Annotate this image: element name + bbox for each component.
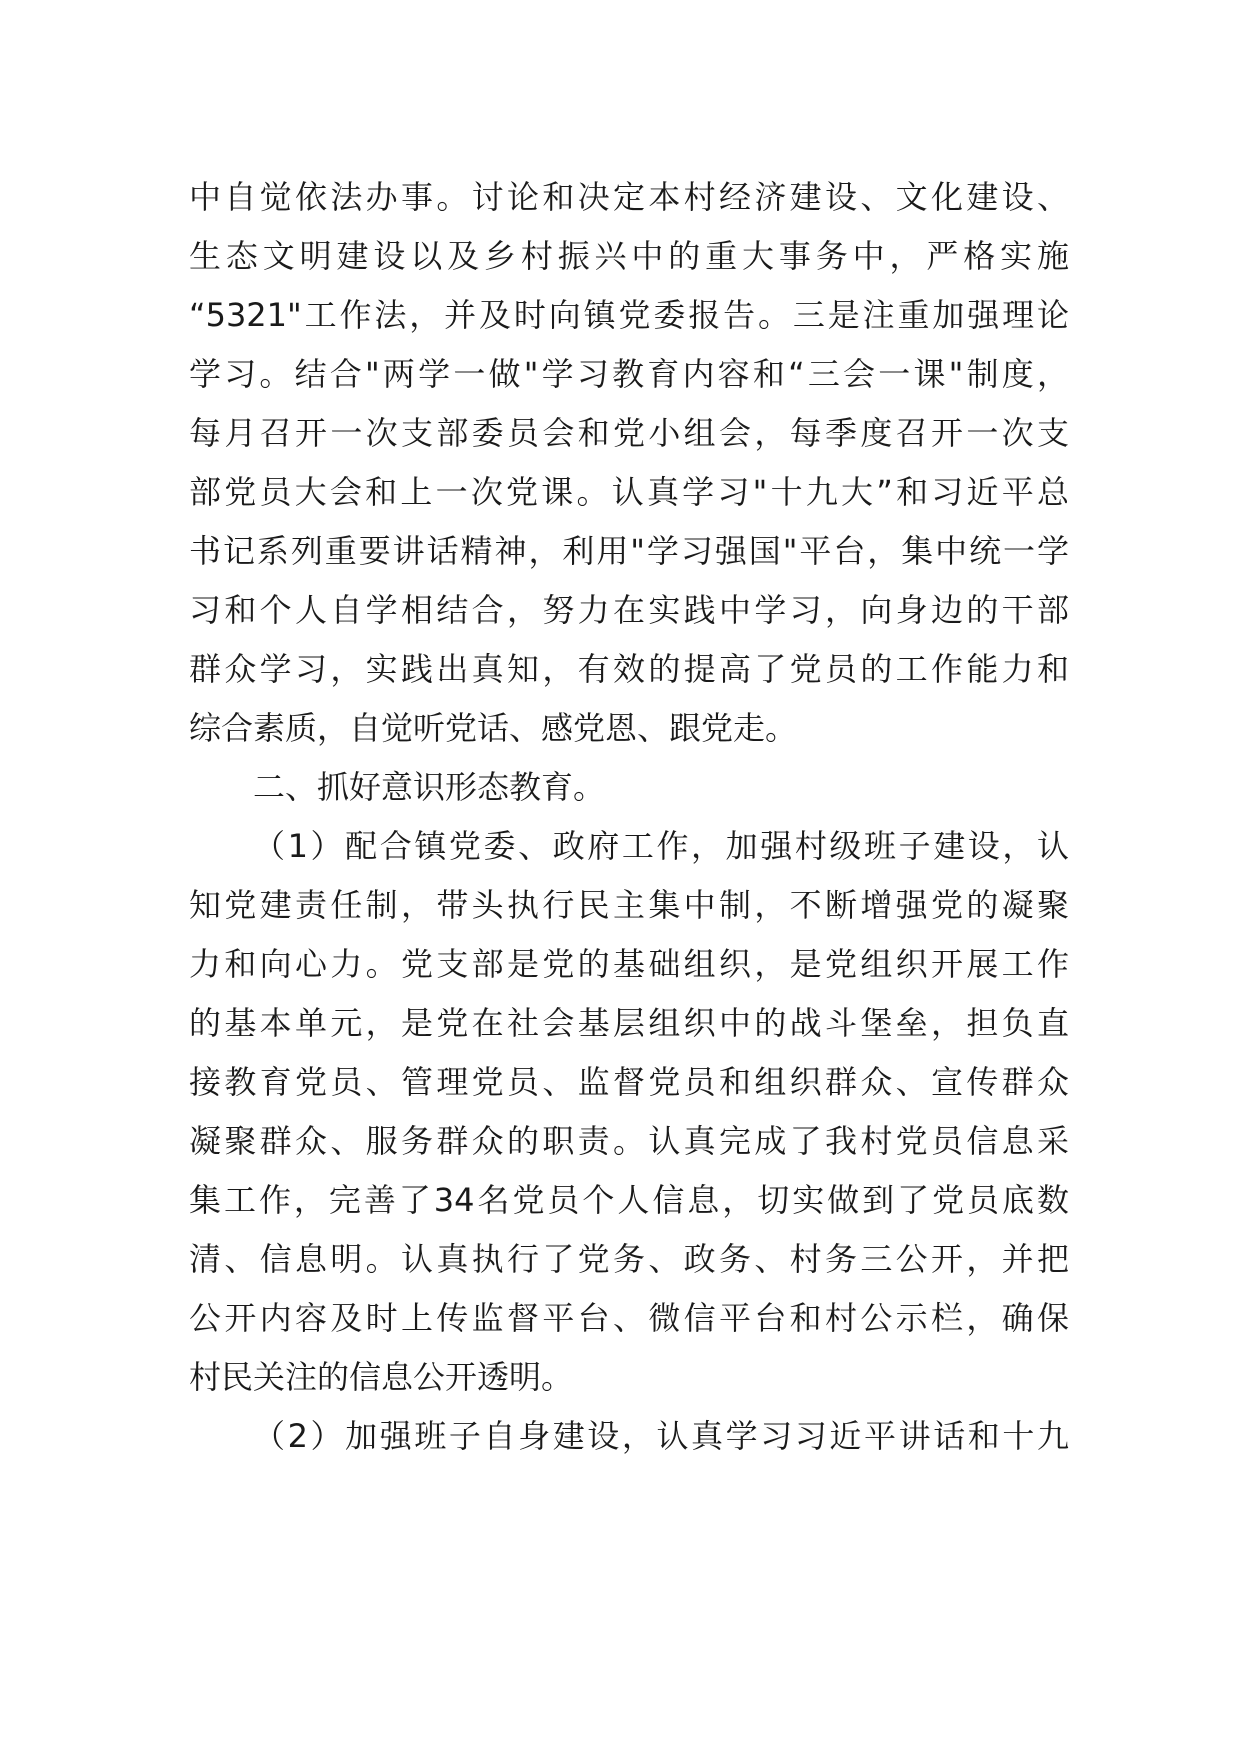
text-line: 清、信息明。认真执行了党务、政务、村务三公开，并把 <box>189 1240 1069 1278</box>
text-line: 的基本单元，是党在社会基层组织中的战斗堡垒，担负直 <box>189 1004 1069 1042</box>
text-line: 公开内容及时上传监督平台、微信平台和村公示栏，确保 <box>189 1299 1069 1337</box>
paragraph-start-line: （2）加强班子自身建设，认真学习习近平讲话和十九 <box>253 1417 1069 1455</box>
text-line: 书记系列重要讲话精神，利用"学习强国"平台，集中统一学 <box>189 532 1069 570</box>
text-line: 中自觉依法办事。讨论和决定本村经济建设、文化建设、 <box>189 178 1069 216</box>
text-line: 每月召开一次支部委员会和党小组会，每季度召开一次支 <box>189 414 1069 452</box>
text-line: 知党建责任制，带头执行民主集中制，不断增强党的凝聚 <box>189 886 1069 924</box>
text-line: 接教育党员、管理党员、监督党员和组织群众、宣传群众 <box>189 1063 1069 1101</box>
text-line: 村民关注的信息公开透明。 <box>189 1358 574 1396</box>
text-line: 习和个人自学相结合，努力在实践中学习，向身边的干部 <box>189 591 1069 629</box>
text-line: 学习。结合"两学一做"学习教育内容和“三会一课"制度， <box>189 355 1069 393</box>
text-line: 凝聚群众、服务群众的职责。认真完成了我村党员信息采 <box>189 1122 1069 1160</box>
text-line: “5321"工作法，并及时向镇党委报告。三是注重加强理论 <box>189 296 1069 334</box>
text-line: 集工作，完善了34名党员个人信息，切实做到了党员底数 <box>189 1181 1069 1219</box>
paragraph-start-line: （1）配合镇党委、政府工作，加强村级班子建设，认 <box>253 827 1069 865</box>
text-line: 生态文明建设以及乡村振兴中的重大事务中，严格实施 <box>189 237 1069 275</box>
text-line: 力和向心力。党支部是党的基础组织，是党组织开展工作 <box>189 945 1069 983</box>
text-line: 综合素质，自觉听党话、感党恩、跟党走。 <box>189 709 798 747</box>
text-line: 群众学习，实践出真知，有效的提高了党员的工作能力和 <box>189 650 1069 688</box>
text-line: 部党员大会和上一次党课。认真学习"十九大”和习近平总 <box>189 473 1069 511</box>
section-heading: 二、抓好意识形态教育。 <box>253 768 606 806</box>
